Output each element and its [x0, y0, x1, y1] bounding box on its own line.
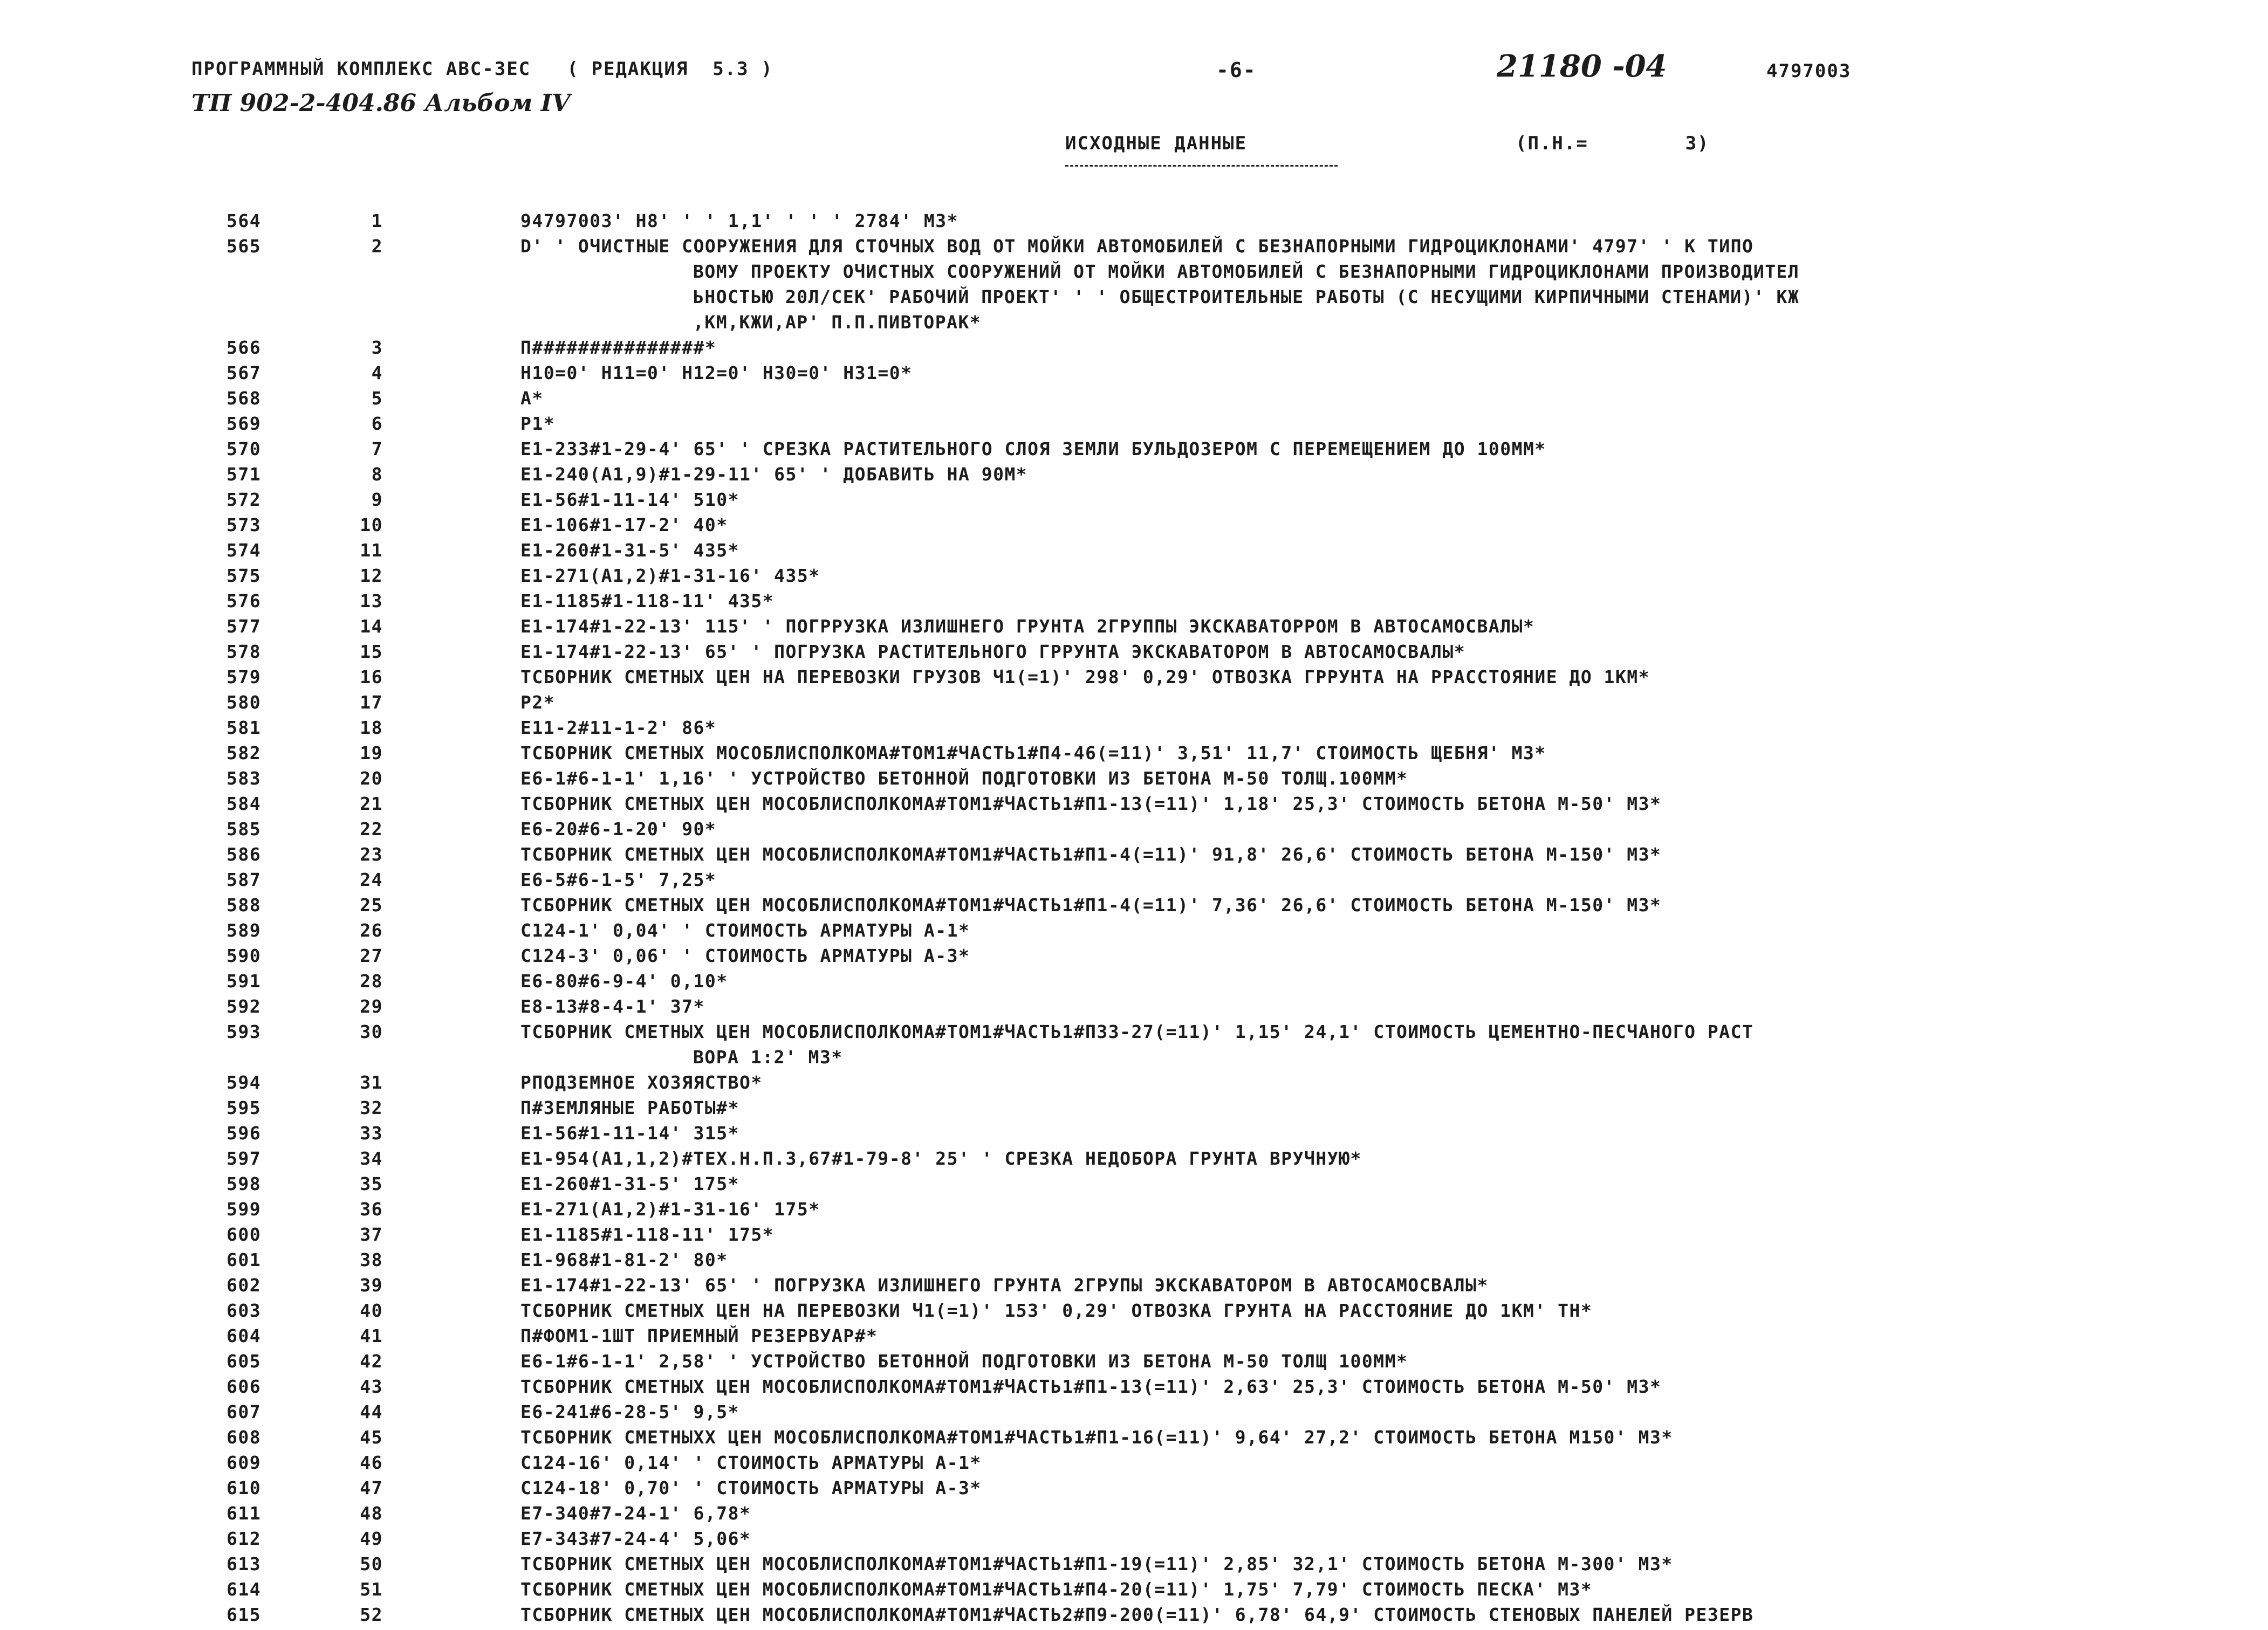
record-line: Е6-1#6-1-1' 2,58' ' УСТРОЙСТВО БЕТОННОЙ ПОДГОТОВКИ ИЗ БЕТОНА М-50 ТОЛЩ 100ММ*	[520, 1351, 1408, 1372]
record-line: Е6-20#6-1-20' 90*	[520, 819, 717, 840]
record-line: РПОДЗЕМНОЕ ХОЗЯЯСТВО*	[520, 1072, 763, 1093]
record-content	[520, 1323, 2244, 1349]
sequence-number: 35	[360, 1173, 383, 1194]
record-line: Е1-240(А1,9)#1-29-11' 65' ' ДОБАВИТЬ НА 90М*	[520, 464, 1028, 485]
line-number: 587	[227, 869, 262, 890]
sequence-number: 10	[360, 514, 383, 535]
record-line: П###############*	[520, 337, 717, 358]
record-content	[520, 462, 2244, 487]
record-line: Н10=0' Н11=0' Н12=0' Н30=0' Н31=0*	[520, 362, 913, 383]
record-content	[520, 791, 2244, 816]
record-content	[520, 1602, 2244, 1627]
record-content	[520, 1019, 2244, 1070]
listing-row	[227, 487, 2244, 512]
line-number: 610	[227, 1477, 262, 1498]
sequence-number: 45	[360, 1427, 383, 1448]
record-line: С124-3' 0,06' ' СТОИМОСТЬ АРМАТУРЫ А-3*	[520, 945, 970, 966]
record-content	[520, 233, 2244, 335]
listing-row	[227, 1577, 2244, 1602]
record-line: Е1-56#1-11-14' 510*	[520, 489, 739, 510]
sequence-number: 5	[371, 388, 383, 409]
record-line: ТСБОРНИК СМЕТНЫХ ЦЕН МОСОБЛИСПОЛКОМА#ТОМ1#ЧАСТЬ1#П1-13(=11)' 2,63' 25,3' СТОИМОСТЬ БЕТОНА М-50' М3*	[520, 1376, 1662, 1397]
listing-row	[227, 639, 2244, 664]
listing-row	[227, 1146, 2244, 1171]
record-content	[520, 1222, 2244, 1247]
line-number: 570	[227, 438, 262, 459]
listing-row	[227, 1526, 2244, 1551]
record-content	[520, 1120, 2244, 1146]
pn-label: (П.Н.= 3)	[1516, 133, 1710, 154]
record-content	[520, 1501, 2244, 1526]
record-line: С124-18' 0,70' ' СТОИМОСТЬ АРМАТУРЫ А-3*	[520, 1477, 982, 1498]
record-line: D' ' ОЧИСТНЫЕ СООРУЖЕНИЯ ДЛЯ СТОЧНЫХ ВОД ОТ МОЙКИ АВТОМОБИЛЕЙ С БЕЗНАПОРНЫМИ ГИДРОЦИКЛОНАМИ' 4797' ' К ТИПО	[520, 236, 1754, 257]
record-content	[520, 1196, 2244, 1222]
sequence-number: 7	[371, 438, 383, 459]
record-content	[520, 1425, 2244, 1450]
line-number: 573	[227, 514, 262, 535]
line-number: 613	[227, 1553, 262, 1574]
record-line: Е1-174#1-22-13' 65' ' ПОГРУЗКА ИЗЛИШНЕГО ГРУНТА 2ГРУПЫ ЭКСКАВАТОРОМ В АВТОСАМОСВАЛЫ*	[520, 1275, 1489, 1296]
sequence-number: 9	[371, 489, 383, 510]
line-number: 566	[227, 337, 262, 358]
line-number: 602	[227, 1275, 262, 1296]
record-content	[520, 715, 2244, 740]
record-line: Е1-1185#1-118-11' 435*	[520, 590, 775, 611]
record-content	[520, 994, 2244, 1019]
listing-row	[227, 816, 2244, 842]
sequence-number: 18	[360, 717, 383, 738]
listing-row	[227, 943, 2244, 968]
record-content	[520, 1070, 2244, 1095]
record-line: ТСБОРНИК СМЕТНЫХ ЦЕН МОСОБЛИСПОЛКОМА#ТОМ1#ЧАСТЬ2#П9-200(=11)' 6,78' 64,9' СТОИМОСТЬ СТЕНОВЫХ ПАНЕЛЕЙ РЕЗЕРВ	[520, 1604, 1754, 1625]
sequence-number: 4	[371, 362, 383, 383]
record-line: А*	[520, 388, 544, 409]
record-line: ТСБОРНИК СМЕТНЫХ ЦЕН МОСОБЛИСПОЛКОМА#ТОМ1#ЧАСТЬ1#П1-19(=11)' 2,85' 32,1' СТОИМОСТЬ БЕТОНА М-300' М3*	[520, 1553, 1673, 1574]
record-line: Е1-174#1-22-13' 65' ' ПОГРУЗКА РАСТИТЕЛЬНОГО ГРРУНТА ЭКСКАВАТОРОМ В АВТОСАМОСВАЛЫ*	[520, 641, 1466, 662]
line-number: 598	[227, 1173, 262, 1194]
listing-row	[227, 740, 2244, 766]
line-number: 614	[227, 1579, 262, 1600]
record-content	[520, 386, 2244, 411]
line-number: 603	[227, 1300, 262, 1321]
record-line: Е6-241#6-28-5' 9,5*	[520, 1401, 739, 1422]
sequence-number: 52	[360, 1604, 383, 1625]
listing-row	[227, 1120, 2244, 1146]
listing-row	[227, 614, 2244, 639]
record-content	[520, 538, 2244, 563]
record-line: Е1-260#1-31-5' 175*	[520, 1173, 739, 1194]
record-line: Е1-233#1-29-4' 65' ' СРЕЗКА РАСТИТЕЛЬНОГО СЛОЯ ЗЕМЛИ БУЛЬДОЗЕРОМ С ПЕРЕМЕЩЕНИЕМ ДО 100ММ*	[520, 438, 1546, 459]
sequence-number: 6	[371, 413, 383, 434]
page-number: -6-	[1216, 58, 1257, 82]
sequence-number: 34	[360, 1148, 383, 1169]
record-line: Е1-271(А1,2)#1-31-16' 175*	[520, 1199, 820, 1220]
sequence-number: 16	[360, 666, 383, 687]
listing-row	[227, 842, 2244, 867]
record-content	[520, 1374, 2244, 1399]
record-line: Е7-340#7-24-1' 6,78*	[520, 1503, 751, 1524]
line-number: 607	[227, 1401, 262, 1422]
record-continuation-line: ВОРА 1:2' М3*	[693, 1047, 843, 1068]
line-number: 593	[227, 1021, 262, 1042]
line-number: 582	[227, 742, 262, 764]
line-number: 584	[227, 793, 262, 814]
listing-row	[227, 411, 2244, 436]
listing-row	[227, 1196, 2244, 1222]
line-number: 578	[227, 641, 262, 662]
record-content	[520, 335, 2244, 360]
record-content	[520, 1171, 2244, 1196]
record-content	[520, 1475, 2244, 1501]
record-content	[520, 740, 2244, 766]
source-data-listing	[227, 208, 2244, 1627]
record-line: П#ЗЕМЛЯНЫЕ РАБОТЫ#*	[520, 1097, 739, 1118]
listing-row	[227, 1349, 2244, 1374]
record-content	[520, 1450, 2244, 1475]
record-line: ТСБОРНИК СМЕТНЫХ ЦЕН НА ПЕРЕВОЗКИ ГРУЗОВ Ч1(=1)' 298' 0,29' ОТВОЗКА ГРРУНТА НА РРАССТОЯНИЕ ДО 1КМ*	[520, 666, 1650, 687]
record-content	[520, 639, 2244, 664]
record-line: ТСБОРНИК СМЕТНЫХ ЦЕН МОСОБЛИСПОЛКОМА#ТОМ1#ЧАСТЬ1#П33-27(=11)' 1,15' 24,1' СТОИМОСТЬ ЦЕМЕНТНО-ПЕСЧАНОГО РАСТ	[520, 1021, 1754, 1042]
record-line: ТСБОРНИК СМЕТНЫХХ ЦЕН МОСОБЛИСПОЛКОМА#ТОМ1#ЧАСТЬ1#П1-16(=11)' 9,64' 27,2' СТОИМОСТЬ БЕТОНА М150' М3*	[520, 1427, 1673, 1448]
line-number: 600	[227, 1224, 262, 1245]
listing-row	[227, 690, 2244, 715]
record-line: Е6-80#6-9-4' 0,10*	[520, 971, 728, 992]
sequence-number: 32	[360, 1097, 383, 1118]
listing-row	[227, 538, 2244, 563]
sequence-number: 23	[360, 844, 383, 865]
sequence-number: 1	[371, 210, 383, 231]
record-content	[520, 360, 2244, 386]
line-number: 579	[227, 666, 262, 687]
listing-row	[227, 1399, 2244, 1425]
listing-row	[227, 1019, 2244, 1070]
record-line: Е1-1185#1-118-11' 175*	[520, 1224, 775, 1245]
sequence-number: 20	[360, 768, 383, 789]
line-number: 575	[227, 565, 262, 586]
document-code: 4797003	[1766, 60, 1852, 82]
record-content	[520, 614, 2244, 639]
sequence-number: 40	[360, 1300, 383, 1321]
record-line: ТСБОРНИК СМЕТНЫХ МОСОБЛИСПОЛКОМА#ТОМ1#ЧАСТЬ1#П4-46(=11)' 3,51' 11,7' СТОИМОСТЬ ЩЕБНЯ' М3*	[520, 742, 1546, 764]
program-header: ПРОГРАММНЫЙ КОМПЛЕКС АВС-3ЕС ( РЕДАКЦИЯ 5.3 )	[191, 58, 773, 80]
record-content	[520, 1247, 2244, 1273]
sequence-number: 11	[360, 540, 383, 561]
record-content	[520, 436, 2244, 462]
record-continuation-line: ВОМУ ПРОЕКТУ ОЧИСТНЫХ СООРУЖЕНИЙ ОТ МОЙКИ АВТОМОБИЛЕЙ С БЕЗНАПОРНЫМИ ГИДРОЦИКЛОНАМИ ПРОИЗВОДИТЕЛ	[693, 261, 1800, 282]
listing-row	[227, 386, 2244, 411]
record-content	[520, 1273, 2244, 1298]
line-number: 611	[227, 1503, 262, 1524]
line-number: 592	[227, 996, 262, 1017]
line-number: 590	[227, 945, 262, 966]
record-content	[520, 1577, 2244, 1602]
sequence-number: 13	[360, 590, 383, 611]
record-content	[520, 1146, 2244, 1171]
sequence-number: 25	[360, 895, 383, 916]
line-number: 606	[227, 1376, 262, 1397]
line-number: 580	[227, 692, 262, 713]
line-number: 608	[227, 1427, 262, 1448]
sequence-number: 14	[360, 616, 383, 637]
listing-row	[227, 1501, 2244, 1526]
listing-row	[227, 994, 2244, 1019]
record-line: ТСБОРНИК СМЕТНЫХ ЦЕН МОСОБЛИСПОЛКОМА#ТОМ1#ЧАСТЬ1#П1-4(=11)' 7,36' 26,6' СТОИМОСТЬ БЕТОНА М-150' М3*	[520, 895, 1662, 916]
sequence-number: 42	[360, 1351, 383, 1372]
section-title: ИСХОДНЫЕ ДАННЫЕ	[1065, 133, 1248, 154]
sequence-number: 27	[360, 945, 383, 966]
line-number: 605	[227, 1351, 262, 1372]
record-content	[520, 766, 2244, 791]
sequence-number: 21	[360, 793, 383, 814]
listing-row	[227, 1247, 2244, 1273]
record-line: Е7-343#7-24-4' 5,06*	[520, 1528, 751, 1549]
record-line: 94797003' Н8' ' ' 1,1' ' ' ' 2784' М3*	[520, 210, 958, 231]
record-line: Е1-174#1-22-13' 115' ' ПОГРРУЗКА ИЗЛИШНЕГО ГРУНТА 2ГРУППЫ ЭКСКАВАТОРРОМ В АВТОСАМОСВАЛЫ*	[520, 616, 1535, 637]
line-number: 585	[227, 819, 262, 840]
record-line: С124-16' 0,14' ' СТОИМОСТЬ АРМАТУРЫ А-1*	[520, 1452, 982, 1473]
record-content	[520, 1298, 2244, 1323]
line-number: 565	[227, 236, 262, 257]
line-number: 577	[227, 616, 262, 637]
record-content	[520, 1095, 2244, 1120]
listing-row	[227, 715, 2244, 740]
listing-row	[227, 1323, 2244, 1349]
record-continuation-line: ЬНОСТЬЮ 20Л/СЕК' РАБОЧИЙ ПРОЕКТ' ' ' ОБЩЕСТРОИТЕЛЬНЫЕ РАБОТЫ (С НЕСУЩИМИ КИРПИЧНЫМИ СТЕНАМИ)' КЖ	[693, 286, 1800, 307]
listing-row	[227, 892, 2244, 918]
sequence-number: 12	[360, 565, 383, 586]
listing-row	[227, 233, 2244, 335]
listing-row	[227, 1171, 2244, 1196]
section-title-underline	[1065, 165, 1338, 167]
line-number: 568	[227, 388, 262, 409]
line-number: 567	[227, 362, 262, 383]
line-number: 604	[227, 1325, 262, 1346]
sequence-number: 39	[360, 1275, 383, 1296]
sequence-number: 49	[360, 1528, 383, 1549]
record-line: Е6-5#6-1-5' 7,25*	[520, 869, 717, 890]
record-content	[520, 1551, 2244, 1577]
record-content	[520, 816, 2244, 842]
record-line: П#ФОМ1-1ШТ ПРИЕМНЫЙ РЕЗЕРВУАР#*	[520, 1325, 878, 1346]
sequence-number: 43	[360, 1376, 383, 1397]
listing-row	[227, 360, 2244, 386]
line-number: 591	[227, 971, 262, 992]
listing-row	[227, 1374, 2244, 1399]
line-number: 576	[227, 590, 262, 611]
record-content	[520, 1399, 2244, 1425]
sequence-number: 33	[360, 1123, 383, 1144]
record-line: Е1-260#1-31-5' 435*	[520, 540, 739, 561]
line-number: 588	[227, 895, 262, 916]
record-line: ТСБОРНИК СМЕТНЫХ ЦЕН МОСОБЛИСПОЛКОМА#ТОМ1#ЧАСТЬ1#П1-4(=11)' 91,8' 26,6' СТОИМОСТЬ БЕТОНА М-150' М3*	[520, 844, 1662, 865]
line-number: 586	[227, 844, 262, 865]
sequence-number: 41	[360, 1325, 383, 1346]
line-number: 612	[227, 1528, 262, 1549]
line-number: 589	[227, 920, 262, 941]
sequence-number: 37	[360, 1224, 383, 1245]
listing-row	[227, 1475, 2244, 1501]
record-line: ТСБОРНИК СМЕТНЫХ ЦЕН МОСОБЛИСПОЛКОМА#ТОМ1#ЧАСТЬ1#П1-13(=11)' 1,18' 25,3' СТОИМОСТЬ БЕТОНА М-50' М3*	[520, 793, 1662, 814]
line-number: 601	[227, 1249, 262, 1270]
record-content	[520, 968, 2244, 994]
record-line: Е1-954(А1,1,2)#ТЕХ.Н.П.3,67#1-79-8' 25' ' СРЕЗКА НЕДОБОРА ГРУНТА ВРУЧНУЮ*	[520, 1148, 1362, 1169]
listing-row	[227, 512, 2244, 538]
listing-row	[227, 1450, 2244, 1475]
sequence-number: 29	[360, 996, 383, 1017]
record-line: Е1-106#1-17-2' 40*	[520, 514, 728, 535]
record-content	[520, 918, 2244, 943]
sequence-number: 22	[360, 819, 383, 840]
sequence-number: 30	[360, 1021, 383, 1042]
line-number: 583	[227, 768, 262, 789]
line-number: 596	[227, 1123, 262, 1144]
record-content	[520, 512, 2244, 538]
sequence-number: 36	[360, 1199, 383, 1220]
record-content	[520, 664, 2244, 690]
record-content	[520, 588, 2244, 614]
line-number: 599	[227, 1199, 262, 1220]
line-number: 569	[227, 413, 262, 434]
listing-row	[227, 968, 2244, 994]
record-line: Р1*	[520, 413, 556, 434]
record-content	[520, 487, 2244, 512]
listing-row	[227, 1095, 2244, 1120]
listing-row	[227, 1222, 2244, 1247]
record-content	[520, 411, 2244, 436]
line-number: 597	[227, 1148, 262, 1169]
line-number: 615	[227, 1604, 262, 1625]
record-line: ТСБОРНИК СМЕТНЫХ ЦЕН НА ПЕРЕВОЗКИ Ч1(=1)' 153' 0,29' ОТВОЗКА ГРУНТА НА РАССТОЯНИЕ ДО 1КМ' ТН*	[520, 1300, 1593, 1321]
line-number: 595	[227, 1097, 262, 1118]
handwritten-project-ref: ТП 902-2-404.86 Альбом IV	[191, 90, 571, 117]
listing-row	[227, 1273, 2244, 1298]
listing-row	[227, 563, 2244, 588]
listing-row	[227, 1298, 2244, 1323]
sequence-number: 28	[360, 971, 383, 992]
sequence-number: 31	[360, 1072, 383, 1093]
sequence-number: 26	[360, 920, 383, 941]
sequence-number: 24	[360, 869, 383, 890]
record-line: Е6-1#6-1-1' 1,16' ' УСТРОЙСТВО БЕТОННОЙ ПОДГОТОВКИ ИЗ БЕТОНА М-50 ТОЛЩ.100ММ*	[520, 768, 1408, 789]
sequence-number: 38	[360, 1249, 383, 1270]
listing-row	[227, 1551, 2244, 1577]
sequence-number: 51	[360, 1579, 383, 1600]
record-line: Е1-968#1-81-2' 80*	[520, 1249, 728, 1270]
record-content	[520, 892, 2244, 918]
record-line: ТСБОРНИК СМЕТНЫХ ЦЕН МОСОБЛИСПОЛКОМА#ТОМ1#ЧАСТЬ1#П4-20(=11)' 1,75' 7,79' СТОИМОСТЬ ПЕСКА' М3*	[520, 1579, 1593, 1600]
record-line: Е1-271(А1,2)#1-31-16' 435*	[520, 565, 820, 586]
record-content	[520, 690, 2244, 715]
listing-row	[227, 1070, 2244, 1095]
listing-row	[227, 1602, 2244, 1627]
record-content	[520, 563, 2244, 588]
record-content	[520, 842, 2244, 867]
listing-row	[227, 462, 2244, 487]
sequence-number: 46	[360, 1452, 383, 1473]
record-continuation-line: ,КМ,КЖИ,АР' П.П.ПИВТОРАК*	[693, 312, 982, 333]
line-number: 581	[227, 717, 262, 738]
listing-row	[227, 791, 2244, 816]
listing-row	[227, 335, 2244, 360]
sequence-number: 48	[360, 1503, 383, 1524]
record-content	[520, 208, 2244, 233]
sequence-number: 15	[360, 641, 383, 662]
line-number: 609	[227, 1452, 262, 1473]
record-line: С124-1' 0,04' ' СТОИМОСТЬ АРМАТУРЫ А-1*	[520, 920, 970, 941]
record-content	[520, 1526, 2244, 1551]
sequence-number: 50	[360, 1553, 383, 1574]
line-number: 564	[227, 210, 262, 231]
line-number: 594	[227, 1072, 262, 1093]
record-content	[520, 867, 2244, 892]
sequence-number: 44	[360, 1401, 383, 1422]
listing-row	[227, 436, 2244, 462]
record-line: Е11-2#11-1-2' 86*	[520, 717, 717, 738]
listing-row	[227, 766, 2244, 791]
line-number: 574	[227, 540, 262, 561]
record-line: Р2*	[520, 692, 556, 713]
listing-row	[227, 867, 2244, 892]
sequence-number: 8	[371, 464, 383, 485]
record-line: Е1-56#1-11-14' 315*	[520, 1123, 739, 1144]
listing-row	[227, 1425, 2244, 1450]
sequence-number: 19	[360, 742, 383, 764]
listing-row	[227, 918, 2244, 943]
sequence-number: 17	[360, 692, 383, 713]
listing-row	[227, 664, 2244, 690]
record-content	[520, 1349, 2244, 1374]
line-number: 572	[227, 489, 262, 510]
listing-row	[227, 588, 2244, 614]
listing-row	[227, 208, 2244, 233]
sequence-number: 2	[371, 236, 383, 257]
sequence-number: 3	[371, 337, 383, 358]
stamp-number: 21180 -04	[1497, 49, 1667, 84]
record-content	[520, 943, 2244, 968]
record-line: Е8-13#8-4-1' 37*	[520, 996, 705, 1017]
sequence-number: 47	[360, 1477, 383, 1498]
line-number: 571	[227, 464, 262, 485]
